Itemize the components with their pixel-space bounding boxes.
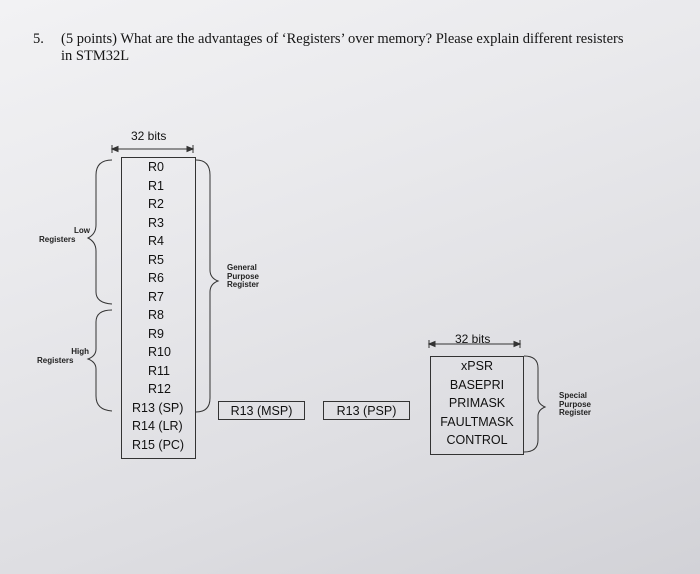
low-registers-bracket xyxy=(88,160,112,304)
question-line-2: in STM32L xyxy=(61,48,130,64)
register-cell: R9 xyxy=(148,326,164,341)
question-text: (5 points) What are the advantages of ‘Registers’ over memory? Please explain different resisters xyxy=(61,31,624,47)
special-register-cell: FAULTMASK xyxy=(440,414,514,429)
high-registers-bracket xyxy=(88,310,112,411)
left-width-arrow xyxy=(112,145,193,153)
register-cell: R14 (LR) xyxy=(132,419,183,434)
register-cell: R4 xyxy=(148,234,164,249)
register-cell: R8 xyxy=(148,308,164,323)
right-width-label: 32 bits xyxy=(455,332,491,346)
gp-label: General Purpose Register xyxy=(227,263,260,289)
register-cell: R3 xyxy=(148,215,164,230)
high-registers-label-2: Registers xyxy=(37,356,74,365)
register-cell: R13 (SP) xyxy=(132,400,184,415)
register-cell: R7 xyxy=(148,289,164,304)
register-cell: R5 xyxy=(148,252,164,267)
question-number: 5. xyxy=(33,31,44,47)
left-width-label: 32 bits xyxy=(131,129,167,143)
high-registers-label: High xyxy=(71,347,89,356)
sp-label: Special Purpose Register xyxy=(559,391,592,417)
msp-register-box: R13 (MSP) xyxy=(218,401,305,420)
psp-register-box: R13 (PSP) xyxy=(323,401,410,420)
register-cell: R15 (PC) xyxy=(132,437,185,452)
register-cell: R11 xyxy=(148,363,171,378)
low-registers-label-2: Registers xyxy=(39,235,76,244)
special-register-cell: PRIMASK xyxy=(448,396,506,411)
gp-bracket xyxy=(196,160,218,412)
register-column xyxy=(121,157,196,459)
special-register-cell: xPSR xyxy=(461,359,493,374)
low-registers-label: Low xyxy=(74,226,90,235)
register-cell: R6 xyxy=(148,271,164,286)
special-register-cell: CONTROL xyxy=(446,433,508,448)
sp-bracket xyxy=(524,356,545,452)
special-register-column xyxy=(430,356,524,455)
register-cell: R1 xyxy=(148,178,164,193)
register-cell: R10 xyxy=(148,345,171,360)
register-cell: R2 xyxy=(148,197,164,212)
special-register-cell: BASEPRI xyxy=(449,377,505,392)
register-cell: R12 xyxy=(148,382,171,397)
register-cell: R0 xyxy=(148,160,164,175)
